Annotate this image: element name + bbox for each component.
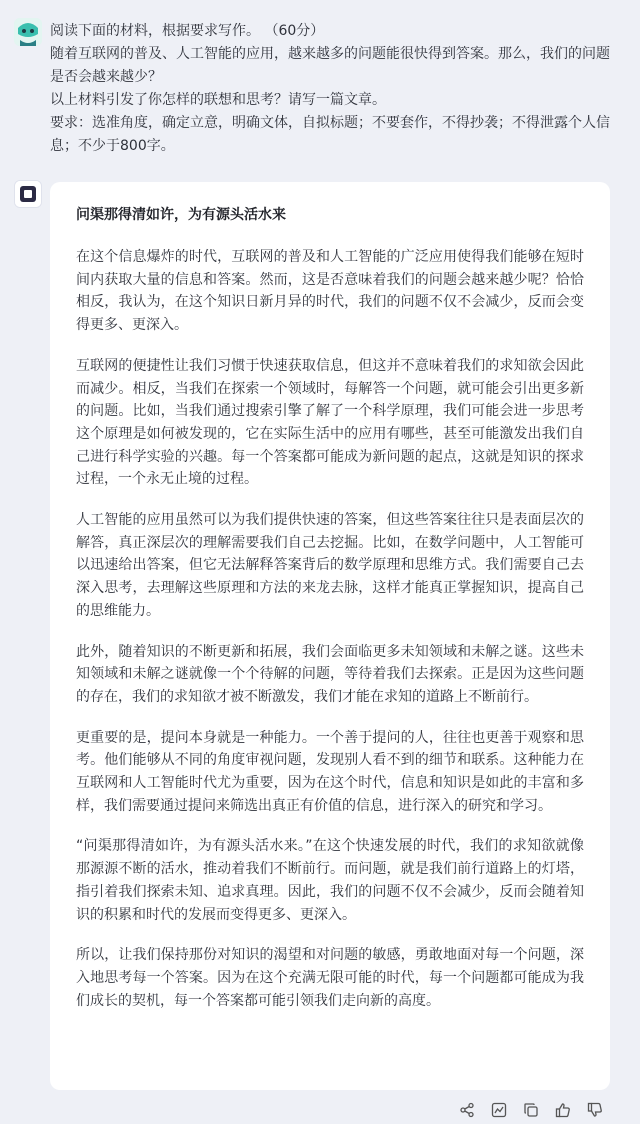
answer-title: 问渠那得清如许，为有源头活水来 [76,207,286,223]
chart-button[interactable] [490,1101,508,1119]
answer-paragraph: 在这个信息爆炸的时代，互联网的普及和人工智能的广泛应用使得我们能够在短时间内获取大量的信息和答案。然而，这是否意味着我们的问题会越来越少呢？恰恰相反，我认为，在这个知识日新月异的时代，我们的问题不仅不会减少，反而会变得更多、更深入。 [76,249,584,334]
thumbs-up-button[interactable] [554,1101,572,1119]
answer-paragraph: 此外，随着知识的不断更新和拓展，我们会面临更多未知领域和未解之谜。这些未知领域和未解之谜就像一个个待解的问题，等待着我们去探索。正是因为这些问题的存在，我们的求知欲才被不断激发，我们才能在求知的道路上不断前行。 [76,643,584,705]
answer-paragraph: 人工智能的应用虽然可以为我们提供快速的答案，但这些答案往往只是表面层次的解答，真正深层次的理解需要我们自己去挖掘。比如，在数学问题中，人工智能可以迅速给出答案，但它无法解释答案背后的数学原理和思维方式。我们需要自己去深入思考，去理解这些原理和方法的来龙去脉，这样才能真正掌握知识，提高自己的思维能力。 [76,512,584,619]
user-line: 以上材料引发了你怎样的联想和思考？请写一篇文章。 [50,92,386,108]
answer-paragraph: 更重要的是，提问本身就是一种能力。一个善于提问的人，往往也更善于观察和思考。他们能够从不同的角度审视问题，发现别人看不到的细节和联系。这种能力在互联网和人工智能时代尤为重要，因为在这个时代，信息和知识是如此的丰富和多样，我们需要通过提问来筛选出真正有价值的信息，进行深入的研究和学习。 [76,729,584,814]
assistant-avatar [14,180,42,208]
user-line: 随着互联网的普及、人工智能的应用，越来越多的问题能很快得到答案。那么，我们的问题是否会越来越少？ [50,46,610,85]
user-line: 阅读下面的材料，根据要求写作。 （60分） [50,23,325,39]
thumbs-down-icon [587,1102,603,1118]
copy-button[interactable] [522,1101,540,1119]
answer-paragraph: 所以，让我们保持那份对知识的渴望和对问题的敏感，勇敢地面对每一个问题，深入地思考每一个答案。因为在这个充满无限可能的时代，每一个问题都可能成为我们成长的契机，每一个答案都可能引领我们走向新的高度。 [76,947,584,1009]
thumbs-down-button[interactable] [586,1101,604,1119]
user-message [0,0,640,168]
user-line: 要求：选准角度，确定立意，明确文体，自拟标题；不要套作，不得抄袭；不得泄露个人信息；不少于800字。 [50,115,610,154]
answer-paragraph: “问渠那得清如许，为有源头活水来。”在这个快速发展的时代，我们的求知欲就像那源源不断的活水，推动着我们不断前行。而问题，就是我们前行道路上的灯塔，指引着我们探索未知、追求真理。因此，我们的问题不仅不会减少，反而会随着知识的积累和时代的发展而变得更多、更深入。 [76,838,584,923]
share-icon [459,1102,475,1118]
share-button[interactable] [458,1101,476,1119]
chart-icon [491,1102,507,1118]
user-message-text [50,20,620,158]
answer-actions [458,1100,604,1120]
answer-paragraph: 互联网的便捷性让我们习惯于快速获取信息，但这并不意味着我们的求知欲会因此而减少。相反，当我们在探索一个领域时，每解答一个问题，就可能会引出更多新的问题。比如，当我们通过搜索引擎了解了一个科学原理，我们可能会进一步思考这个原理是如何被发现的，它在实际生活中的应用有哪些，甚至可能激发出我们自己进行科学实验的兴趣。每一个答案都可能成为新问题的起点，这就是知识的探求过程，一个永无止境的过程。 [76,357,584,488]
assistant-answer-card [50,182,610,1090]
thumbs-up-icon [555,1102,571,1118]
copy-icon [523,1102,539,1118]
user-avatar [14,18,42,46]
